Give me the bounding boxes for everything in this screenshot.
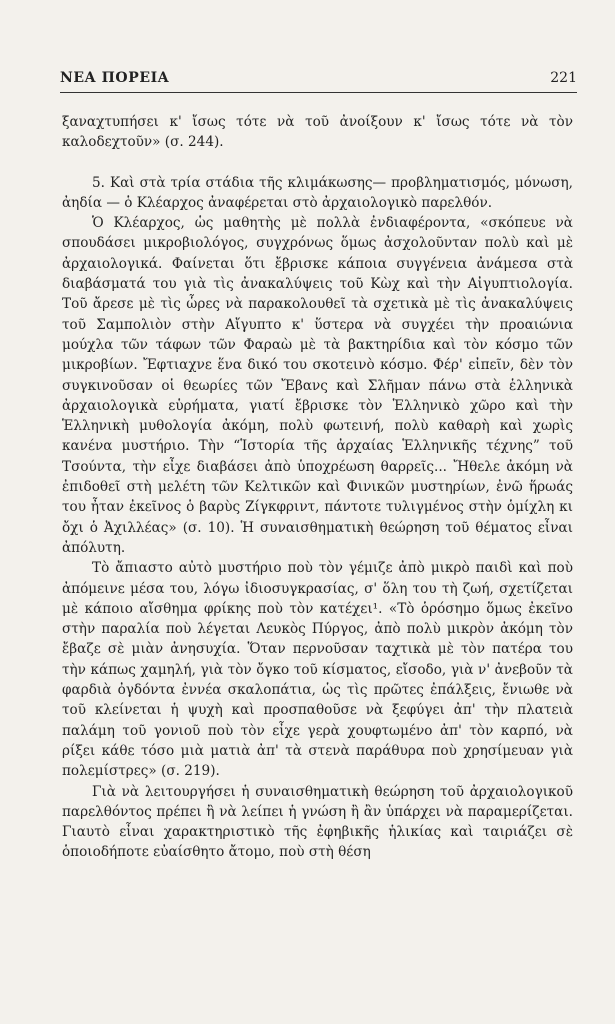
paragraph-mystery: Τὸ ἄπιαστο αὐτὸ μυστήριο ποὺ τὸν γέμιζε ἀπὸ μικρὸ παιδὶ καὶ ποὺ ἀπόμεινε μέσα του, λόγω ἰδιοσυγκρασίας, σ' ὅλη του τὴ ζωή, σχετίζεται μὲ κάποιο αἴσθημα φρίκης ποὺ τὸν κατέχει¹. «Τὸ ὁρόσημο ὅμως ἐκεῖνο στὴν παραλία ποὺ λέγεται Λευκὸς Πύργος, ἀπὸ πολὺ μικρὸν ἀκόμη τὸν ἔβαζε σὲ μιὰν ἀνησυχία. Ὅταν περνοῦσαν ταχτικὰ μὲ τὸν πατέρα του τὴν κάπως χαμηλή, γιὰ τὸν ὄγκο τοῦ κίσματος, εἴσοδο, γιὰ ν' ἀνεβοῦν τὰ φαρδιὰ ὀγδόντα ἐννέα σκαλοπάτια, ὡς τὶς πρῶτες ἐπάλξεις, ἔνιωθε νὰ τοῦ κλείνεται ἡ ψυχὴ καὶ προσπαθοῦσε νὰ ξεφύγει ἀπ' τὴν πλατειὰ παλάμη τοῦ γονιοῦ ποὺ τὸν εἶχε γερὰ χουφτωμένο ἀπ' τὸν καρπό, νὰ ρίξει κάθε τόσο μιὰ ματιὰ ἀπ' τὰ στενὰ παράθυρα ποὺ χρησίμευαν γιὰ πολεμίστρες» (σ. 219).	[62, 560, 573, 780]
running-title: ΝΕΑ ΠΟΡΕΙΑ	[60, 70, 170, 86]
header-rule	[60, 92, 577, 93]
body-text	[62, 112, 573, 863]
paragraph-emotional-view: Γιὰ νὰ λειτουργήσει ἡ συναισθηματικὴ θεώρηση τοῦ ἀρχαιολογικοῦ παρελθόντος πρέπει ἢ νὰ λείπει ἡ γνώση ἢ ἂν ὑπάρχει νὰ παραμερίζεται. Γιαυτὸ εἶναι χαρακτηριστικὸ τῆς ἐφηβικῆς ἡλικίας καὶ ταιριάζει σὲ ὁποιοδήποτε εὐαίσθητο ἄτομο, ποὺ στὴ θέση	[62, 783, 573, 861]
page-header	[60, 70, 577, 90]
paragraph-section-5: 5. Καὶ στὰ τρία στάδια τῆς κλιμάκωσης— προβληματισμός, μόνωση, ἀηδία — ὁ Κλέαρχος ἀναφέρεται στὸ ἀρχαιολογικὸ παρελθόν.	[62, 174, 573, 211]
paragraph-klearchos-student: Ὁ Κλέαρχος, ὡς μαθητὴς μὲ πολλὰ ἐνδιαφέροντα, «σκόπευε νὰ σπουδάσει μικροβιολόγος, συγχρόνως ὅμως ἀσχολοῦνταν πολὺ καὶ μὲ ἀρχαιολογικά. Φαίνεται ὅτι ἔβρισκε κάποια συγγένεια ἀνάμεσα στὰ διαβάσματά του γιὰ τὶς ἀνακαλύψεις τοῦ Κὼχ καὶ τὴν Αἰγυπτιολογία. Τοῦ ἄρεσε μὲ τὶς ὧρες νὰ παρακολουθεῖ τὰ σχετικὰ μὲ τὶς ἀνακαλύψεις τοῦ Σαμπολιὸν στὴν Αἴγυπτο κ' ὕστερα νὰ συγχέει τὴν προαιώνια μούχλα τῶν τάφων τῶν Φαραὼ μὲ τὰ βακτηρίδια καὶ τὸν κόσμο τῶν μικροβίων. Ἔφτιαχνε ἕνα δικό του σκοτεινὸ κόσμο. Φέρ' εἰπεῖν, δὲν τὸν συγκινοῦσαν οἱ θεωρίες τῶν Ἔβανς καὶ Σλῆμαν πάνω στὰ ἑλληνικὰ ἀρχαιολογικὰ εὑρήματα, γιατί ἔβρισκε τὸν Ἑλληνικὸ χῶρο καὶ τὴν Ἑλληνικὴ μυθολογία ἀκόμη, πολὺ φωτεινή, πολὺ καθαρὴ καὶ χωρὶς κανένα μυστήριο. Τὴν “Ἱστορία τῆς ἀρχαίας Ἑλληνικῆς τέχνης” τοῦ Τσούντα, τὴν εἶχε διαβάσει ἀπὸ ὑποχρέωση θαρρεῖς... Ἤθελε ἀκόμη νὰ ἐπιδοθεῖ στὴ μελέτη τῶν Κελτικῶν καὶ Φινικῶν μυστηρίων, ἐνῶ ἥρωάς του ἦταν ἐκεῖνος ὁ βαρὺς Ζίγκφριντ, πάντοτε τυλιγμένος στὴν ὁμίχλη κι ὄχι ὁ Ἀχιλλέας» (σ. 10). Ἡ συναισθηματικὴ θεώρηση τοῦ θέματος εἶναι ἀπόλυτη.	[62, 215, 573, 556]
paragraph-continuation: ξαναχτυπήσει κ' ἴσως τότε νὰ τοῦ ἀνοίξουν κ' ἴσως τότε νὰ τὸν καλοδεχτοῦν» (σ. 244).	[62, 114, 573, 151]
page-number: 221	[550, 70, 577, 86]
